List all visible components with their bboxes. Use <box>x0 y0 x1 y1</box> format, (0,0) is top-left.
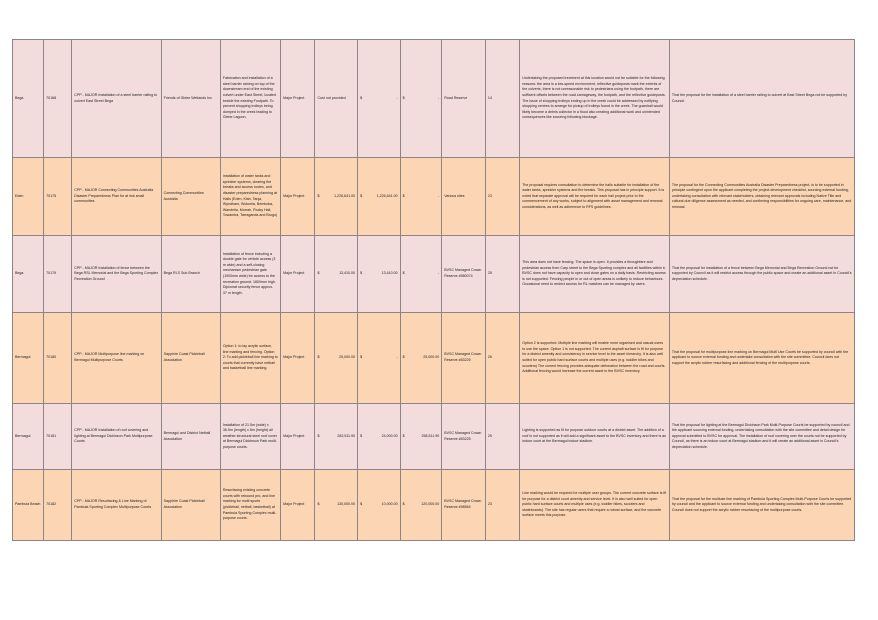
project-id-cell[interactable] <box>44 470 72 541</box>
applicant-cell[interactable] <box>161 158 220 236</box>
location-cell[interactable] <box>13 158 44 236</box>
score-cell[interactable] <box>485 158 519 236</box>
requested-cur-text: $ <box>360 433 363 438</box>
score-cell[interactable] <box>485 40 519 158</box>
applicant-text: Sapphire Coast Pickleball Association <box>163 352 205 362</box>
total-cost-amount <box>317 271 355 277</box>
description-text: Installation of water tanks and sprinkler systems, clearing fire breaks and access routes, and disaster preparedness planning at Halls (Eden, Kiah, Tanja, Wyndham, Wolumla, Bemboka, Wandella, Murrah, Rocky Hall, Towamba, Tarraganda and Brogo) <box>222 174 278 218</box>
project-id-cell[interactable] <box>44 236 72 313</box>
land-tenure-cell[interactable] <box>442 313 486 404</box>
category-text: Major Project <box>283 502 305 507</box>
land-tenure-cell[interactable] <box>442 404 486 470</box>
description-text: Installation of 21.5m (wide) x 36.5m (length) x 6m (height) all weather structural steel roof cover at Bermagui Dickinson Park multi-purpose courts. <box>222 422 278 449</box>
land-text: Various sites <box>444 193 465 198</box>
requested-val-text: 10,000.00 <box>381 502 398 507</box>
total-cost-cell[interactable] <box>315 404 358 470</box>
total-cost-cur-text: $ <box>317 355 320 360</box>
category-cell[interactable] <box>281 313 315 404</box>
description-text: Option 1: to lay acrylic surface, line marking and fencing. Option 2: To add pickleball line marking to courts that currently have netball and basketball line marking. <box>222 344 278 371</box>
recommendation-text: That the proposal for lighting at the Bermagui Dickinson Park Multi-Purpose Courts be supported by council and the applicant sourcing external funding, undertaking consultation with the site committee and detail design for approval submitted to BVSC for approval. The installation of roof covering over the courts not be supported by Council, as there is an indoor court at Bermagui stadium and it will create an additional asset in Council's depreciation schedule. <box>671 422 850 449</box>
applicant-cell[interactable] <box>161 236 220 313</box>
recommendation-text: That the proposal for multipurpose line marking on Bermagui Multi Use Courts be supported by council with the applicant to source external funding and undertake consultation with the site committee. Council does not support the acrylic rubber resurfacing and additional fencing of the multipurpose courts. <box>671 349 849 365</box>
requested-amount-cell[interactable] <box>358 313 401 404</box>
land-text: Road Reserve <box>444 95 468 100</box>
requested-cur-text: $ <box>360 271 363 276</box>
contribution-amount-cell[interactable] <box>400 40 442 158</box>
recommendation-cell[interactable] <box>669 404 854 470</box>
applicant-cell[interactable] <box>161 313 220 404</box>
total-cost-amount <box>317 194 355 200</box>
applicant-text: Bega RLS Sub Branch <box>163 271 200 276</box>
description-text: Installation of fence including a double gate for vehicle access (3 m wide) and a self-closing mechanism pedestrian gate (1900mm wide) for access to the recreation ground. 1800mm high. Diplomat security fence approx. 37 m length. <box>222 251 276 295</box>
score-text: 25 <box>487 271 492 276</box>
table-row <box>13 404 855 470</box>
category-cell[interactable] <box>281 404 315 470</box>
land-tenure-cell[interactable] <box>442 236 486 313</box>
assessment-cell[interactable] <box>520 236 670 313</box>
contribution-val-text: 25,000.00 <box>423 355 440 360</box>
recommendation-text: That the proposal for the multiuse line marking of Pambula Sporting Complex Multi-Purpose Courts be supported by council and the applicant to source external funding and undertaking consultation with the site committee. Council does not support the acrylic rubber resurfacing of the multipurpose courts. <box>671 496 852 512</box>
project-id-cell[interactable] <box>44 40 72 158</box>
score-text: 25 <box>487 433 492 438</box>
contribution-amount-cell[interactable] <box>400 236 442 313</box>
category-text: Major Project <box>283 355 305 360</box>
description-cell[interactable] <box>220 404 280 470</box>
table-row <box>13 313 855 404</box>
table-row <box>13 40 855 158</box>
assessment-cell[interactable] <box>520 470 670 541</box>
table-row <box>13 470 855 541</box>
score-text: 14 <box>487 95 492 100</box>
spreadsheet-page <box>12 39 855 541</box>
assessment-text: Undertaking the proposed treatment at this location would not be suitable for the following reasons: the area is a low-speed environment, reflective guideposts mark the extents of the culverts, there is not unreasonable risk to pedestrians using the footpath, there are sufficent offsets between the road carriageway, the footpath, and the reflective guideposts. The issue of shopping trolleys ending up in the creek could be addressed by notifying shopping centres to arrange for pickup of trolleys found in the creek. The guardrail would likely become a debris collector in a flood also creating additional work and unintended consequences like scouring following blockage. <box>522 76 666 120</box>
description-cell[interactable] <box>220 470 280 541</box>
requested-val-text: 13,410.00 <box>381 271 398 276</box>
contribution-cur-text: $ <box>402 433 405 438</box>
score-text: 23 <box>487 502 492 507</box>
applicant-text: Sapphire Coast Pickleball Association <box>163 499 205 509</box>
assessment-text: Option 2 is supported. Multiple line marking will enable more organised and casual users to use the space. Option 1 is not supported. The current asphalt surface is fit for purpose for a district amenity and consistency in service level to the asset hierarchy. It is also well suited for open public hard surface courts and multiple uses (e.g. toddler bikes and scooters) The current fencing provides adequate delineation between the road and courts. Additional fencing would increase the current asset to the BVSC inventory. <box>522 341 666 374</box>
assessment-cell[interactable] <box>520 404 670 470</box>
total-cost-amount <box>317 355 355 361</box>
description-cell[interactable] <box>220 158 280 236</box>
location-text: Bega <box>15 271 24 276</box>
project-title-cell[interactable] <box>72 158 161 236</box>
location-text: Bermagui <box>15 355 31 360</box>
requested-val-text: 1,226,641.00 <box>376 193 398 198</box>
location-text: Pambula Beach <box>15 502 41 507</box>
score-cell[interactable] <box>485 470 519 541</box>
recommendation-cell[interactable] <box>669 470 854 541</box>
total-cost-cell[interactable] <box>315 40 358 158</box>
table-row <box>13 158 855 236</box>
contribution-amount-cell[interactable] <box>400 470 442 541</box>
category-text: Major Project <box>283 433 305 438</box>
recommendation-text: That the proposal for installation of a fence between Bega Memorial and Bega Recreation Ground not be supported by Council as it will restrict access through the public space and create an additional asset in Council's depreciation schedule. <box>671 265 852 281</box>
land-text: BVSC Managed Crown Reserve #83225 <box>444 352 482 362</box>
project-text: CPP - MAJOR Resurfacing & Line Marking of Pambula Sporting Complex Multipurpose Courts <box>74 499 152 509</box>
land-text: BVSC Managed Crown Reserve #98564 <box>444 499 482 509</box>
recommendation-cell[interactable] <box>669 236 854 313</box>
category-cell[interactable] <box>281 470 315 541</box>
contribution-cur-text: $ <box>402 193 405 198</box>
total-cost-cell[interactable] <box>315 313 358 404</box>
contribution-cur-text: $ <box>402 355 405 360</box>
category-cell[interactable] <box>281 40 315 158</box>
project-id-cell[interactable] <box>44 313 72 404</box>
project-text: CPP - MAJOR Installation of a steel barrier railing to culvert East Street Bega <box>74 92 158 103</box>
total-cost-amount <box>317 434 355 440</box>
project-title-cell[interactable] <box>72 236 161 313</box>
location-cell[interactable] <box>13 470 44 541</box>
recommendation-cell[interactable] <box>669 40 854 158</box>
land-tenure-cell[interactable] <box>442 470 486 541</box>
total-cost-text-text: Cost not provided <box>317 95 346 100</box>
applicant-text: Friends of Glebe Wetlands Inc <box>163 95 212 100</box>
requested-amount-cell[interactable] <box>358 404 401 470</box>
contribution-val-text: 120,000.00 <box>421 502 440 507</box>
project-text: CPP - MAJOR Multipurpose line marking on Bermagui Multipurpose Courts <box>74 352 145 362</box>
project-title-cell[interactable] <box>72 40 161 158</box>
applicant-cell[interactable] <box>161 404 220 470</box>
project-id-cell[interactable] <box>44 158 72 236</box>
contribution-amount-cell[interactable] <box>400 158 442 236</box>
table-row <box>13 236 855 313</box>
score-cell[interactable] <box>485 236 519 313</box>
land-tenure-cell[interactable] <box>442 40 486 158</box>
total-cost-val-text: 13,410.00 <box>339 271 356 276</box>
total-cost-val-text: 282,511.90 <box>337 433 356 438</box>
requested-cur-text: $ <box>360 502 363 507</box>
requested-amount-cell[interactable] <box>358 236 401 313</box>
total-cost-amount <box>317 502 355 508</box>
applicant-cell[interactable] <box>161 470 220 541</box>
contribution-cur-text: $ <box>402 95 405 100</box>
requested-cur-text: $ <box>360 193 363 198</box>
requested-val-text: - <box>396 355 398 360</box>
category-text: Major Project <box>283 193 305 198</box>
requested-amount-cell[interactable] <box>358 158 401 236</box>
project-title-cell[interactable] <box>72 404 161 470</box>
description-text: Fabrication and installation of a steel barrier raining on top of the downstream end of the existing culvert under East Street, located beside the existing Footpath. To prevent shopping trolleys being dumped in the creek leading to Glebe Lagoon. <box>222 76 277 120</box>
assessment-text: This area does not have fencing. The space is open. It provides a throughfare and pedestrian access from Carp street to the Bega Sporting complex and all facilities within it. BVSC does not have capacity to open and close gates on a daily basis. Restricting access is not supported. Fencing people in or out of open areas is unlikely to reduce behaviours. Occasional need to restrict access for RL matches can be managed by users. <box>522 260 666 287</box>
total-cost-cur-text: $ <box>317 271 320 276</box>
id-text: 70180 <box>46 355 57 360</box>
requested-amount-cell[interactable] <box>358 470 401 541</box>
category-cell[interactable] <box>281 236 315 313</box>
location-cell[interactable] <box>13 40 44 158</box>
total-cost-cur-text: $ <box>317 502 320 507</box>
land-text: BVSC Managed Crown Reserve #83225 <box>444 430 482 441</box>
total-cost-val-text: 130,000.00 <box>337 502 356 507</box>
project-id-cell[interactable] <box>44 404 72 470</box>
id-text: 70181 <box>46 433 57 438</box>
score-cell[interactable] <box>485 313 519 404</box>
total-cost-cell[interactable] <box>315 470 358 541</box>
project-title-cell[interactable] <box>72 470 161 541</box>
id-text: 70182 <box>46 502 57 507</box>
location-cell[interactable] <box>13 404 44 470</box>
contribution-cur-text: $ <box>402 271 405 276</box>
score-text: 26 <box>487 355 492 360</box>
assessment-text: Line marking would be required for multiple user groups. The current concrete surface is fit for purpose for a district court amenity and service level. It is also well suited for open public hard surface courts and multiple uses (e.g. toddler bikes, scooters and skateboards). The site has regular users that require a robust surface, and the concrete surface meets this purpose. <box>522 491 667 518</box>
proposals-table <box>12 39 855 541</box>
total-cost-cell[interactable] <box>315 158 358 236</box>
description-cell[interactable] <box>220 313 280 404</box>
project-text: CPP - MAJOR Connecting Communities Australia Disaster Preparedness Plan for at risk small communities <box>74 188 154 204</box>
total-cost-cell[interactable] <box>315 236 358 313</box>
category-cell[interactable] <box>281 158 315 236</box>
description-cell[interactable] <box>220 40 280 158</box>
contribution-amount-cell[interactable] <box>400 313 442 404</box>
project-text: CPP - MAJOR Installation of fence between the Bega RSL Memorial and the Bega Sporting Complex Recreation Ground <box>74 265 159 281</box>
contribution-amount-cell[interactable] <box>400 404 442 470</box>
id-text: 70175 <box>46 193 57 198</box>
applicant-text: Connecting Communities Australia <box>163 190 204 201</box>
assessment-cell[interactable] <box>520 158 670 236</box>
assessment-cell[interactable] <box>520 40 670 158</box>
applicant-text: Bermagui and District Netball Association <box>163 430 211 441</box>
id-text: 70179 <box>46 271 57 276</box>
location-text: Bermagui <box>15 433 31 438</box>
recommendation-cell[interactable] <box>669 313 854 404</box>
project-text: CPP - MAJOR Installation of roof covering and lighting at Bermagui Dickinson Park Multipurpose Courts <box>74 428 153 444</box>
requested-amount-cell[interactable] <box>358 40 401 158</box>
recommendation-text: That the proposal for the installation of a steel barrier railing to culvert at East Street Bega not be supported by Council. <box>671 92 848 103</box>
score-text: 23 <box>487 193 492 198</box>
assessment-text: Lighting is supported as fit for purpose outdoor courts at a district asset. The addition of a roof is not supported as it will add a significant asset to the BVSC inventory and there is an indoor court at the Bermagui indoor stadium. <box>522 428 667 444</box>
score-cell[interactable] <box>485 404 519 470</box>
requested-cur-text: $ <box>360 355 363 360</box>
requested-val-text: - <box>396 95 398 100</box>
location-cell[interactable] <box>13 236 44 313</box>
total-cost-val-text: 1,226,641.00 <box>334 193 356 198</box>
location-cell[interactable] <box>13 313 44 404</box>
applicant-cell[interactable] <box>161 40 220 158</box>
category-text: Major Project <box>283 95 305 100</box>
assessment-cell[interactable] <box>520 313 670 404</box>
category-text: Major Project <box>283 271 305 276</box>
contribution-val-text: - <box>438 193 440 198</box>
contribution-val-text: 258,511.90 <box>421 433 440 438</box>
project-title-cell[interactable] <box>72 313 161 404</box>
location-text: Bega <box>15 95 24 100</box>
total-cost-val-text: 25,000.00 <box>339 355 356 360</box>
recommendation-cell[interactable] <box>669 158 854 236</box>
requested-cur-text: $ <box>360 95 363 100</box>
requested-val-text: 24,000.00 <box>381 433 398 438</box>
description-cell[interactable] <box>220 236 280 313</box>
contribution-cur-text: $ <box>402 502 405 507</box>
id-text: 70168 <box>46 95 57 100</box>
contribution-val-text: - <box>438 95 440 100</box>
description-text: Resurfacing existing concrete courts with rebound pro, and line marking for multi sports (pickleball, netball, basketball) at Pambula Sporting Complex multi-purpose courts. <box>222 488 277 521</box>
land-tenure-cell[interactable] <box>442 158 486 236</box>
total-cost-cur-text: $ <box>317 193 320 198</box>
recommendation-text: The proposal for the Connecting Communities Australia Disaster Preparedness project, is to be supported in principle contingent upon the applicant completing the project development checklist, sourcing external funding, undertaking consultation with relevant stakeholders, obtaining relevant approvals including Native Title and cultural due diligence assessment as needed, and confirming responsibilities for ongoing care, maintenance, and renewal. <box>671 182 852 209</box>
location-text: Eden <box>15 193 24 198</box>
total-cost-cur-text: $ <box>317 433 320 438</box>
land-text: BVSC Managed Crown Reserve #580074 <box>444 268 482 278</box>
assessment-text: The proposal requires consultation to determine the halls suitable for installation of the water tanks, sprinkler systems and fire breaks. This proposal has in principle support. It is noted that separate approval will be required for each hall project prior to the commencement of any works, subject to alignment with asset management and renewal considerations, as well as adherence to RFS guidelines. <box>522 182 665 209</box>
contribution-val-text: - <box>438 271 440 276</box>
